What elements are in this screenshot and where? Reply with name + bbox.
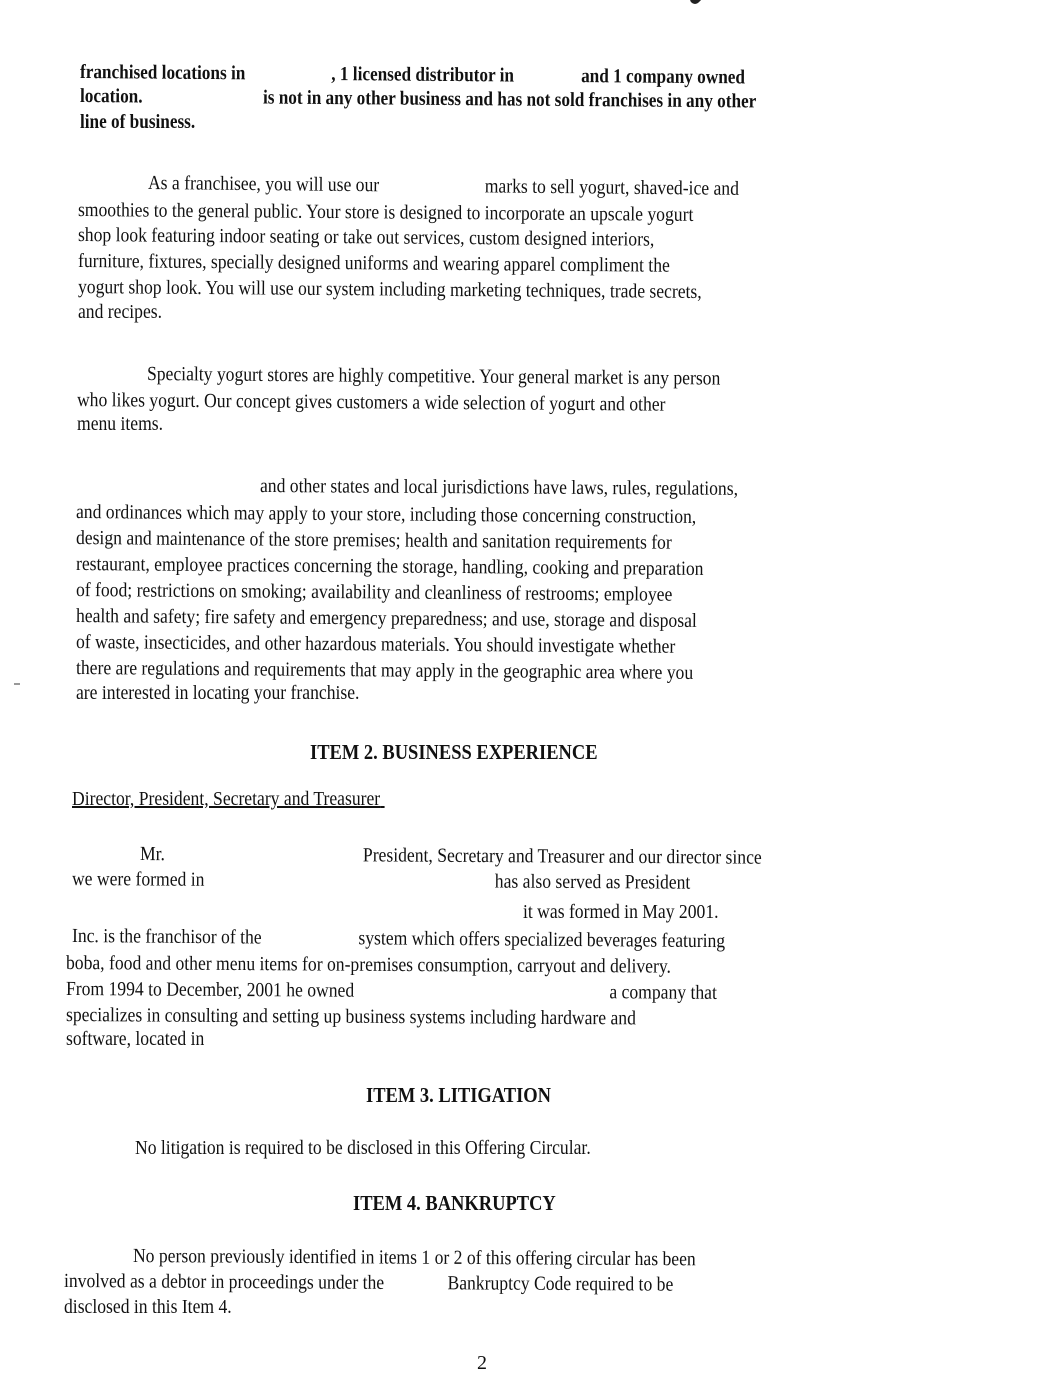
item2-line-1 xyxy=(140,843,762,869)
franchisee-text: As a franchisee, you will use our xyxy=(147,172,380,197)
item2-line-4 xyxy=(72,925,725,952)
regulations-line-1: and other states and local jurisdictions have laws, rules, regulations, xyxy=(259,475,739,500)
intro-text: franchised locations in xyxy=(79,61,246,85)
item2-line-6 xyxy=(66,978,717,1004)
regulations-line-7: of waste, insecticides, and other hazardous materials. You should investigate whether xyxy=(75,631,676,658)
intro-line-2 xyxy=(80,85,756,112)
item2-text: has also served as President xyxy=(494,870,691,894)
franchisee-line-2: smoothies to the general public. Your store is designed to incorporate an upscale yogurt xyxy=(77,199,694,226)
regulations-line-3: design and maintenance of the store premises; health and sanitation requirements for xyxy=(75,527,672,554)
item2-text: Mr. xyxy=(139,843,165,866)
regulations-line-5: of food; restrictions on smoking; availability and cleanliness of restrooms; employee xyxy=(75,579,673,606)
intro-text: is not in any other business and has not sold franchises in any other xyxy=(262,86,757,113)
intro-line-3: line of business. xyxy=(80,111,196,133)
intro-text: and 1 company owned xyxy=(581,65,746,89)
franchisee-line-1 xyxy=(148,172,739,200)
regulations-line-4: restaurant, employee practices concerning the storage, handling, cooking and preparation xyxy=(75,553,704,580)
item2-line-5: boba, food and other menu items for on-premises consumption, carryout and delivery. xyxy=(65,952,671,978)
market-line-2: who likes yogurt. Our concept gives customers a wide selection of yogurt and other xyxy=(76,389,666,416)
item4-text: involved as a debtor in proceedings under the xyxy=(63,1270,385,1294)
item3-heading: ITEM 3. LITIGATION xyxy=(366,1083,552,1107)
item2-line-8: software, located in xyxy=(66,1028,205,1050)
item2-line-7: specializes in consulting and setting up business systems including hardware and xyxy=(65,1004,636,1030)
item2-subheading-text: Director, President, Secretary and Treasurer xyxy=(72,788,381,810)
franchisee-line-6: and recipes. xyxy=(78,301,163,323)
regulations-line-6: health and safety; fire safety and emergency preparedness; and use, storage and disposal xyxy=(75,605,697,632)
franchisee-line-3: shop look featuring indoor seating or take out services, custom designed interiors, xyxy=(77,224,655,251)
item4-heading: ITEM 4. BANKRUPTCY xyxy=(353,1191,556,1215)
item2-line-3: it was formed in May 2001. xyxy=(523,901,719,923)
market-line-3: menu items. xyxy=(77,413,164,435)
item2-subheading xyxy=(72,788,424,810)
intro-line-1 xyxy=(80,61,745,88)
item4-text: Bankruptcy Code required to be xyxy=(447,1272,674,1296)
item2-line-2 xyxy=(72,868,690,894)
regulations-line-8: there are regulations and requirements that may apply in the geographic area where you xyxy=(75,657,694,684)
item4-line-3: disclosed in this Item 4. xyxy=(64,1296,232,1318)
franchisee-line-4: furniture, fixtures, specially designed uniforms and wearing apparel compliment the xyxy=(77,250,670,277)
item2-text: From 1994 to December, 2001 he owned xyxy=(65,978,355,1002)
page-number: 2 xyxy=(477,1352,487,1374)
intro-text: location. xyxy=(79,85,143,108)
intro-text: , 1 licensed distributor in xyxy=(331,63,515,87)
item4-line-1: No person previously identified in items 1 or 2 of this offering circular has been xyxy=(132,1245,696,1271)
regulations-line-9: are interested in locating your franchise. xyxy=(76,682,360,704)
item2-text: President, Secretary and Treasurer and our director since xyxy=(362,844,762,869)
item2-heading: ITEM 2. BUSINESS EXPERIENCE xyxy=(310,740,598,764)
franchisee-text: marks to sell yogurt, shaved-ice and xyxy=(484,175,740,200)
franchisee-line-5: yogurt shop look. You will use our system including marketing techniques, trade secrets, xyxy=(77,276,702,303)
market-line-1: Specialty yogurt stores are highly competitive. Your general market is any person xyxy=(146,363,721,390)
scan-artifact-dot xyxy=(14,683,20,685)
regulations-line-2: and ordinances which may apply to your store, including those concerning construction, xyxy=(75,501,697,528)
scan-artifact-mark xyxy=(688,0,702,6)
item2-text: we were formed in xyxy=(71,868,205,891)
item4-line-2 xyxy=(64,1270,673,1296)
item2-text: a company that xyxy=(609,981,717,1004)
item2-text: system which offers specialized beverages featuring xyxy=(358,927,726,953)
item3-text: No litigation is required to be disclosed in this Offering Circular. xyxy=(135,1137,591,1159)
item2-text: Inc. is the franchisor of the xyxy=(71,925,262,949)
